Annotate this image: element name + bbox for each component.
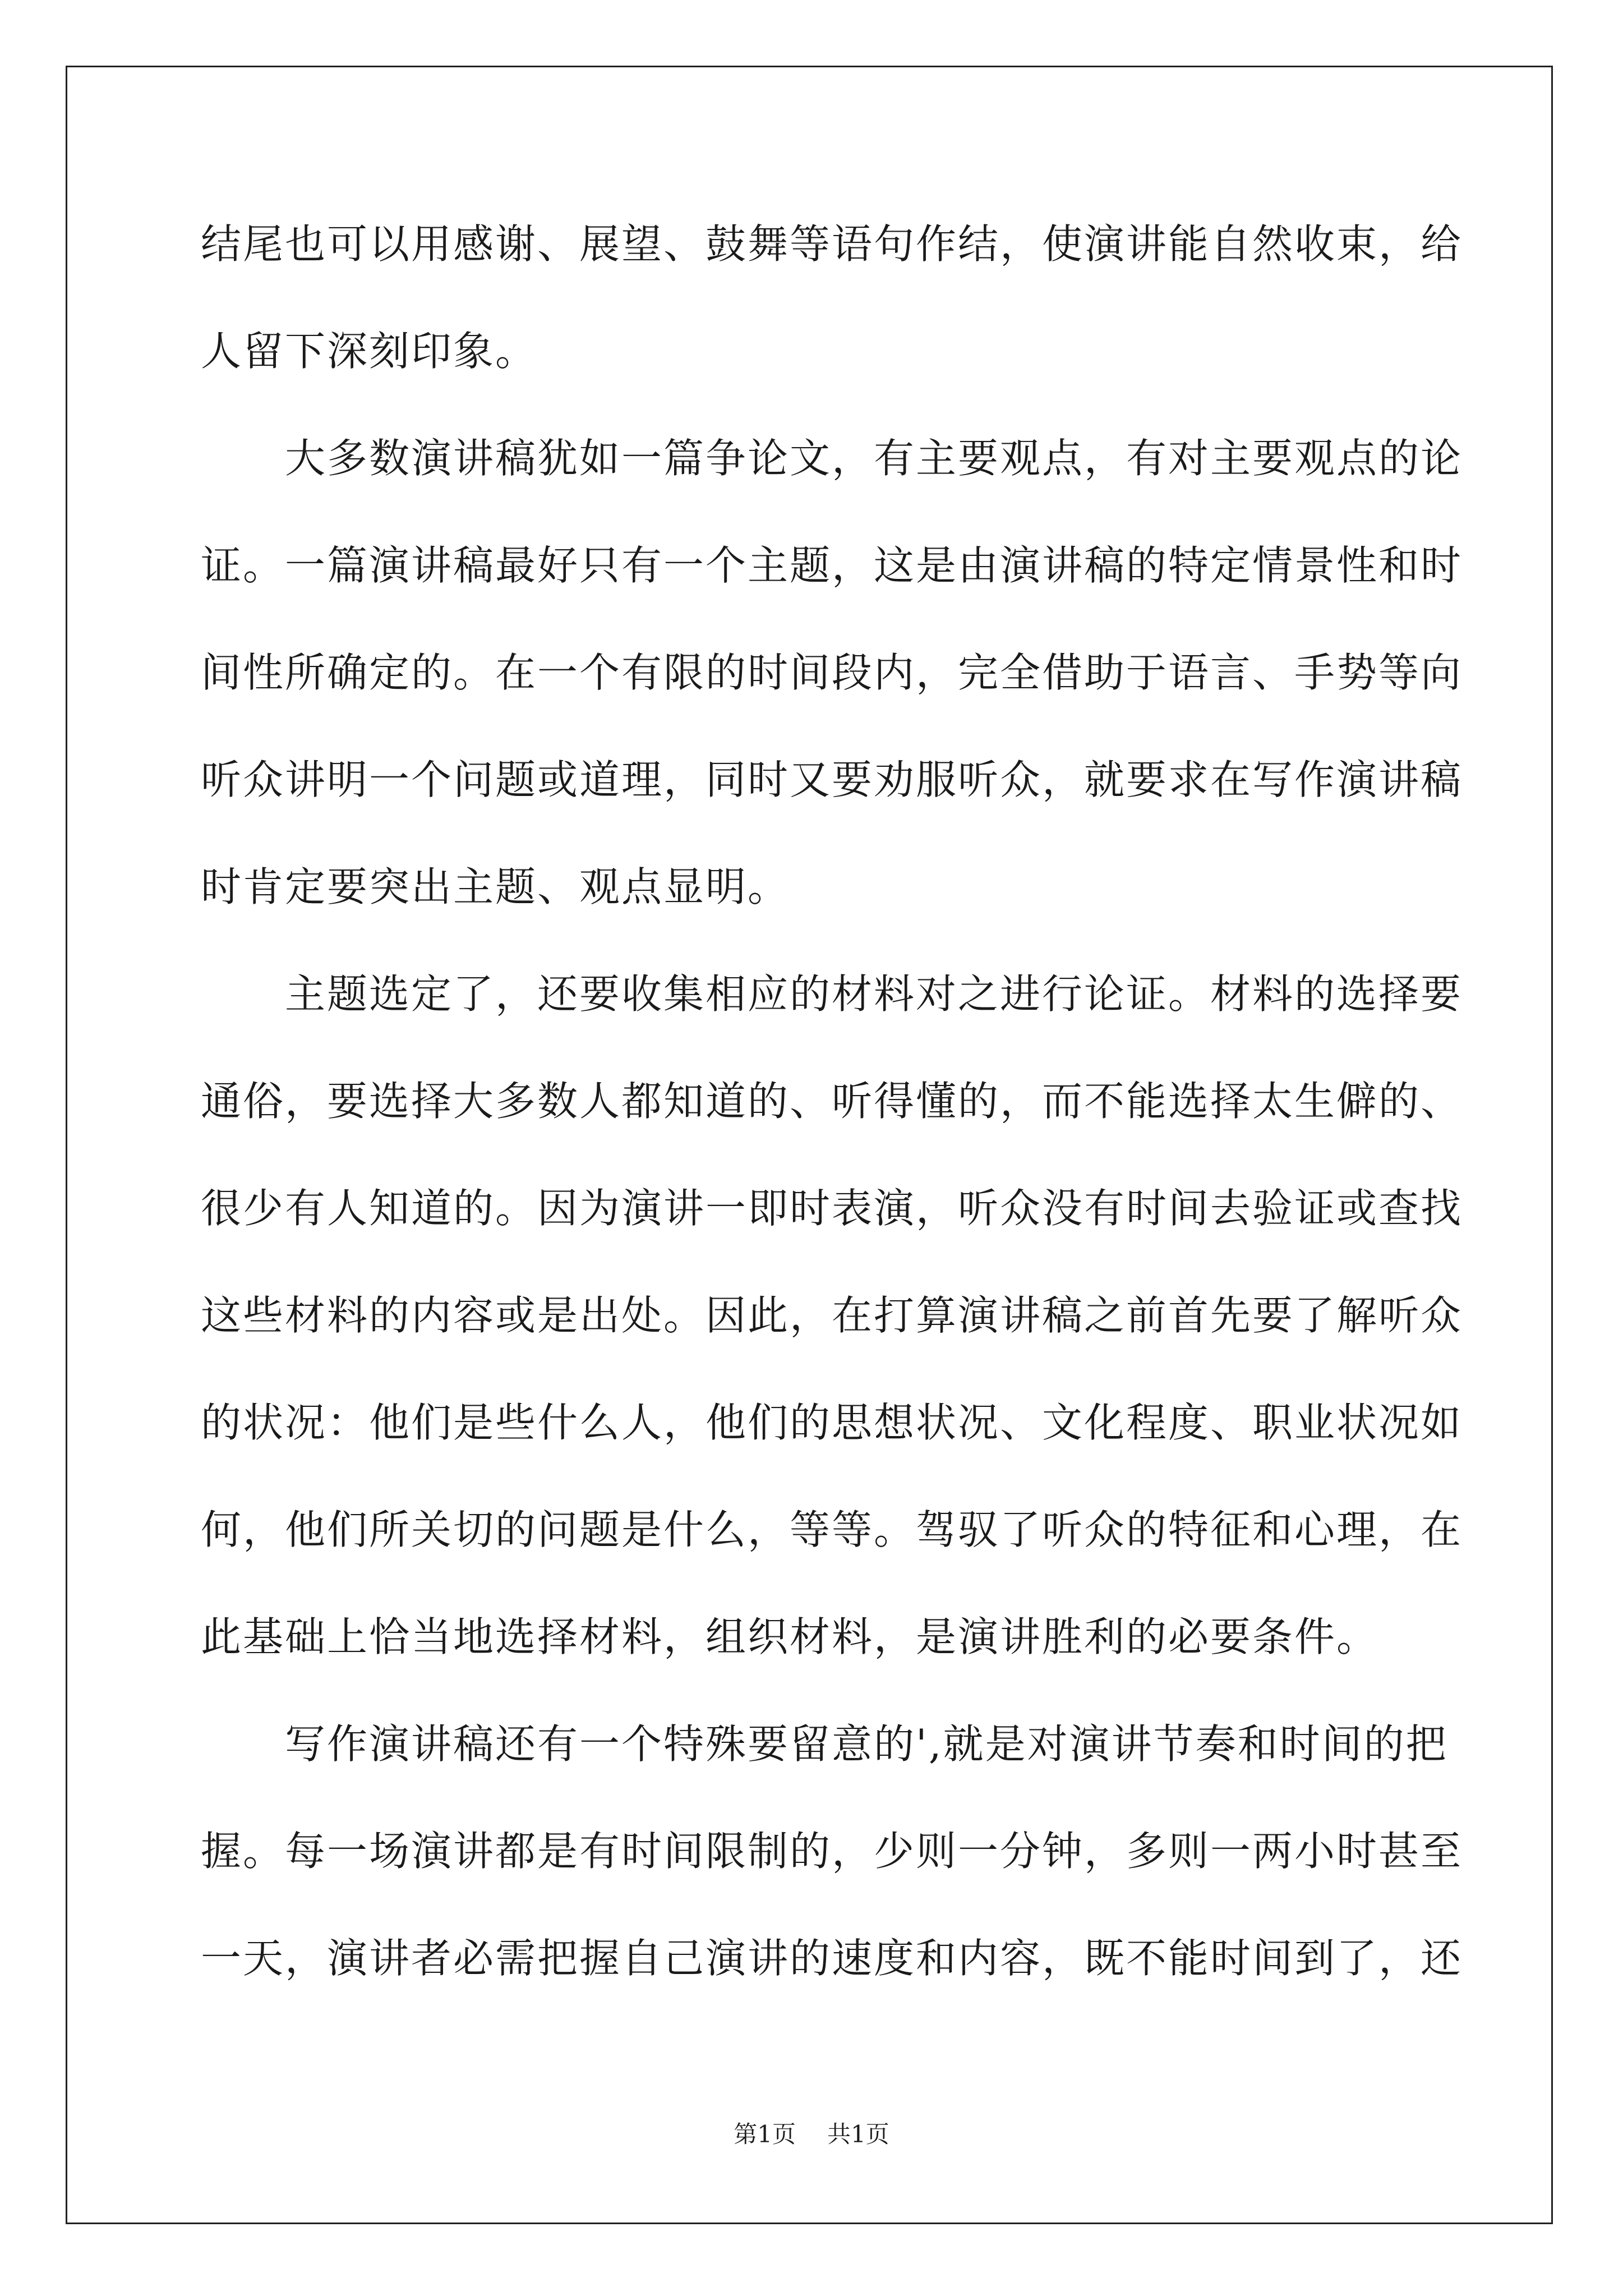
page-number-total: 共1页 xyxy=(827,2120,889,2148)
text-line: 此基础上恰当地选择材料，组织材料，是演讲胜利的必要条件。 xyxy=(201,1613,1379,1660)
text-line: 听众讲明一个问题或道理，同时又要劝服听众，就要求在写作演讲稿 xyxy=(201,756,1463,803)
text-line: 一天，演讲者必需把握自己演讲的速度和内容，既不能时间到了，还 xyxy=(201,1935,1463,1982)
text-line: 证。一篇演讲稿最好只有一个主题，这是由演讲稿的特定情景性和时 xyxy=(201,542,1463,589)
text-line: 何，他们所关切的问题是什么，等等。驾驭了听众的特征和心理，在 xyxy=(201,1506,1463,1553)
page-number-current: 第1页 xyxy=(734,2120,796,2148)
paragraph-first-line: 大多数演讲稿犹如一篇争论文，有主要观点，有对主要观点的论 xyxy=(285,435,1463,482)
text-line: 间性所确定的。在一个有限的时间段内，完全借助于语言、手势等向 xyxy=(201,649,1463,696)
text-line: 人留下深刻印象。 xyxy=(201,328,538,375)
text-line: 时肯定要突出主题、观点显明。 xyxy=(201,863,790,910)
text-line: 的状况：他们是些什么人，他们的思想状况、文化程度、职业状况如 xyxy=(201,1399,1463,1446)
paragraph-first-line: 主题选定了，还要收集相应的材料对之进行论证。材料的选择要 xyxy=(285,970,1463,1018)
paragraph-first-line: 写作演讲稿还有一个特殊要留意的',就是对演讲节奏和时间的把 xyxy=(285,1720,1448,1768)
text-line: 结尾也可以用感谢、展望、鼓舞等语句作结，使演讲能自然收束，给 xyxy=(201,220,1463,268)
page-footer xyxy=(0,2118,1623,2151)
text-line: 握。每一场演讲都是有时间限制的，少则一分钟，多则一两小时甚至 xyxy=(201,1828,1463,1875)
text-line: 通俗，要选择大多数人都知道的、听得懂的，而不能选择太生僻的、 xyxy=(201,1078,1463,1125)
text-line: 很少有人知道的。因为演讲一即时表演，听众没有时间去验证或查找 xyxy=(201,1185,1463,1232)
text-line: 这些材料的内容或是出处。因此，在打算演讲稿之前首先要了解听众 xyxy=(201,1292,1463,1339)
document-body xyxy=(201,191,1463,2012)
